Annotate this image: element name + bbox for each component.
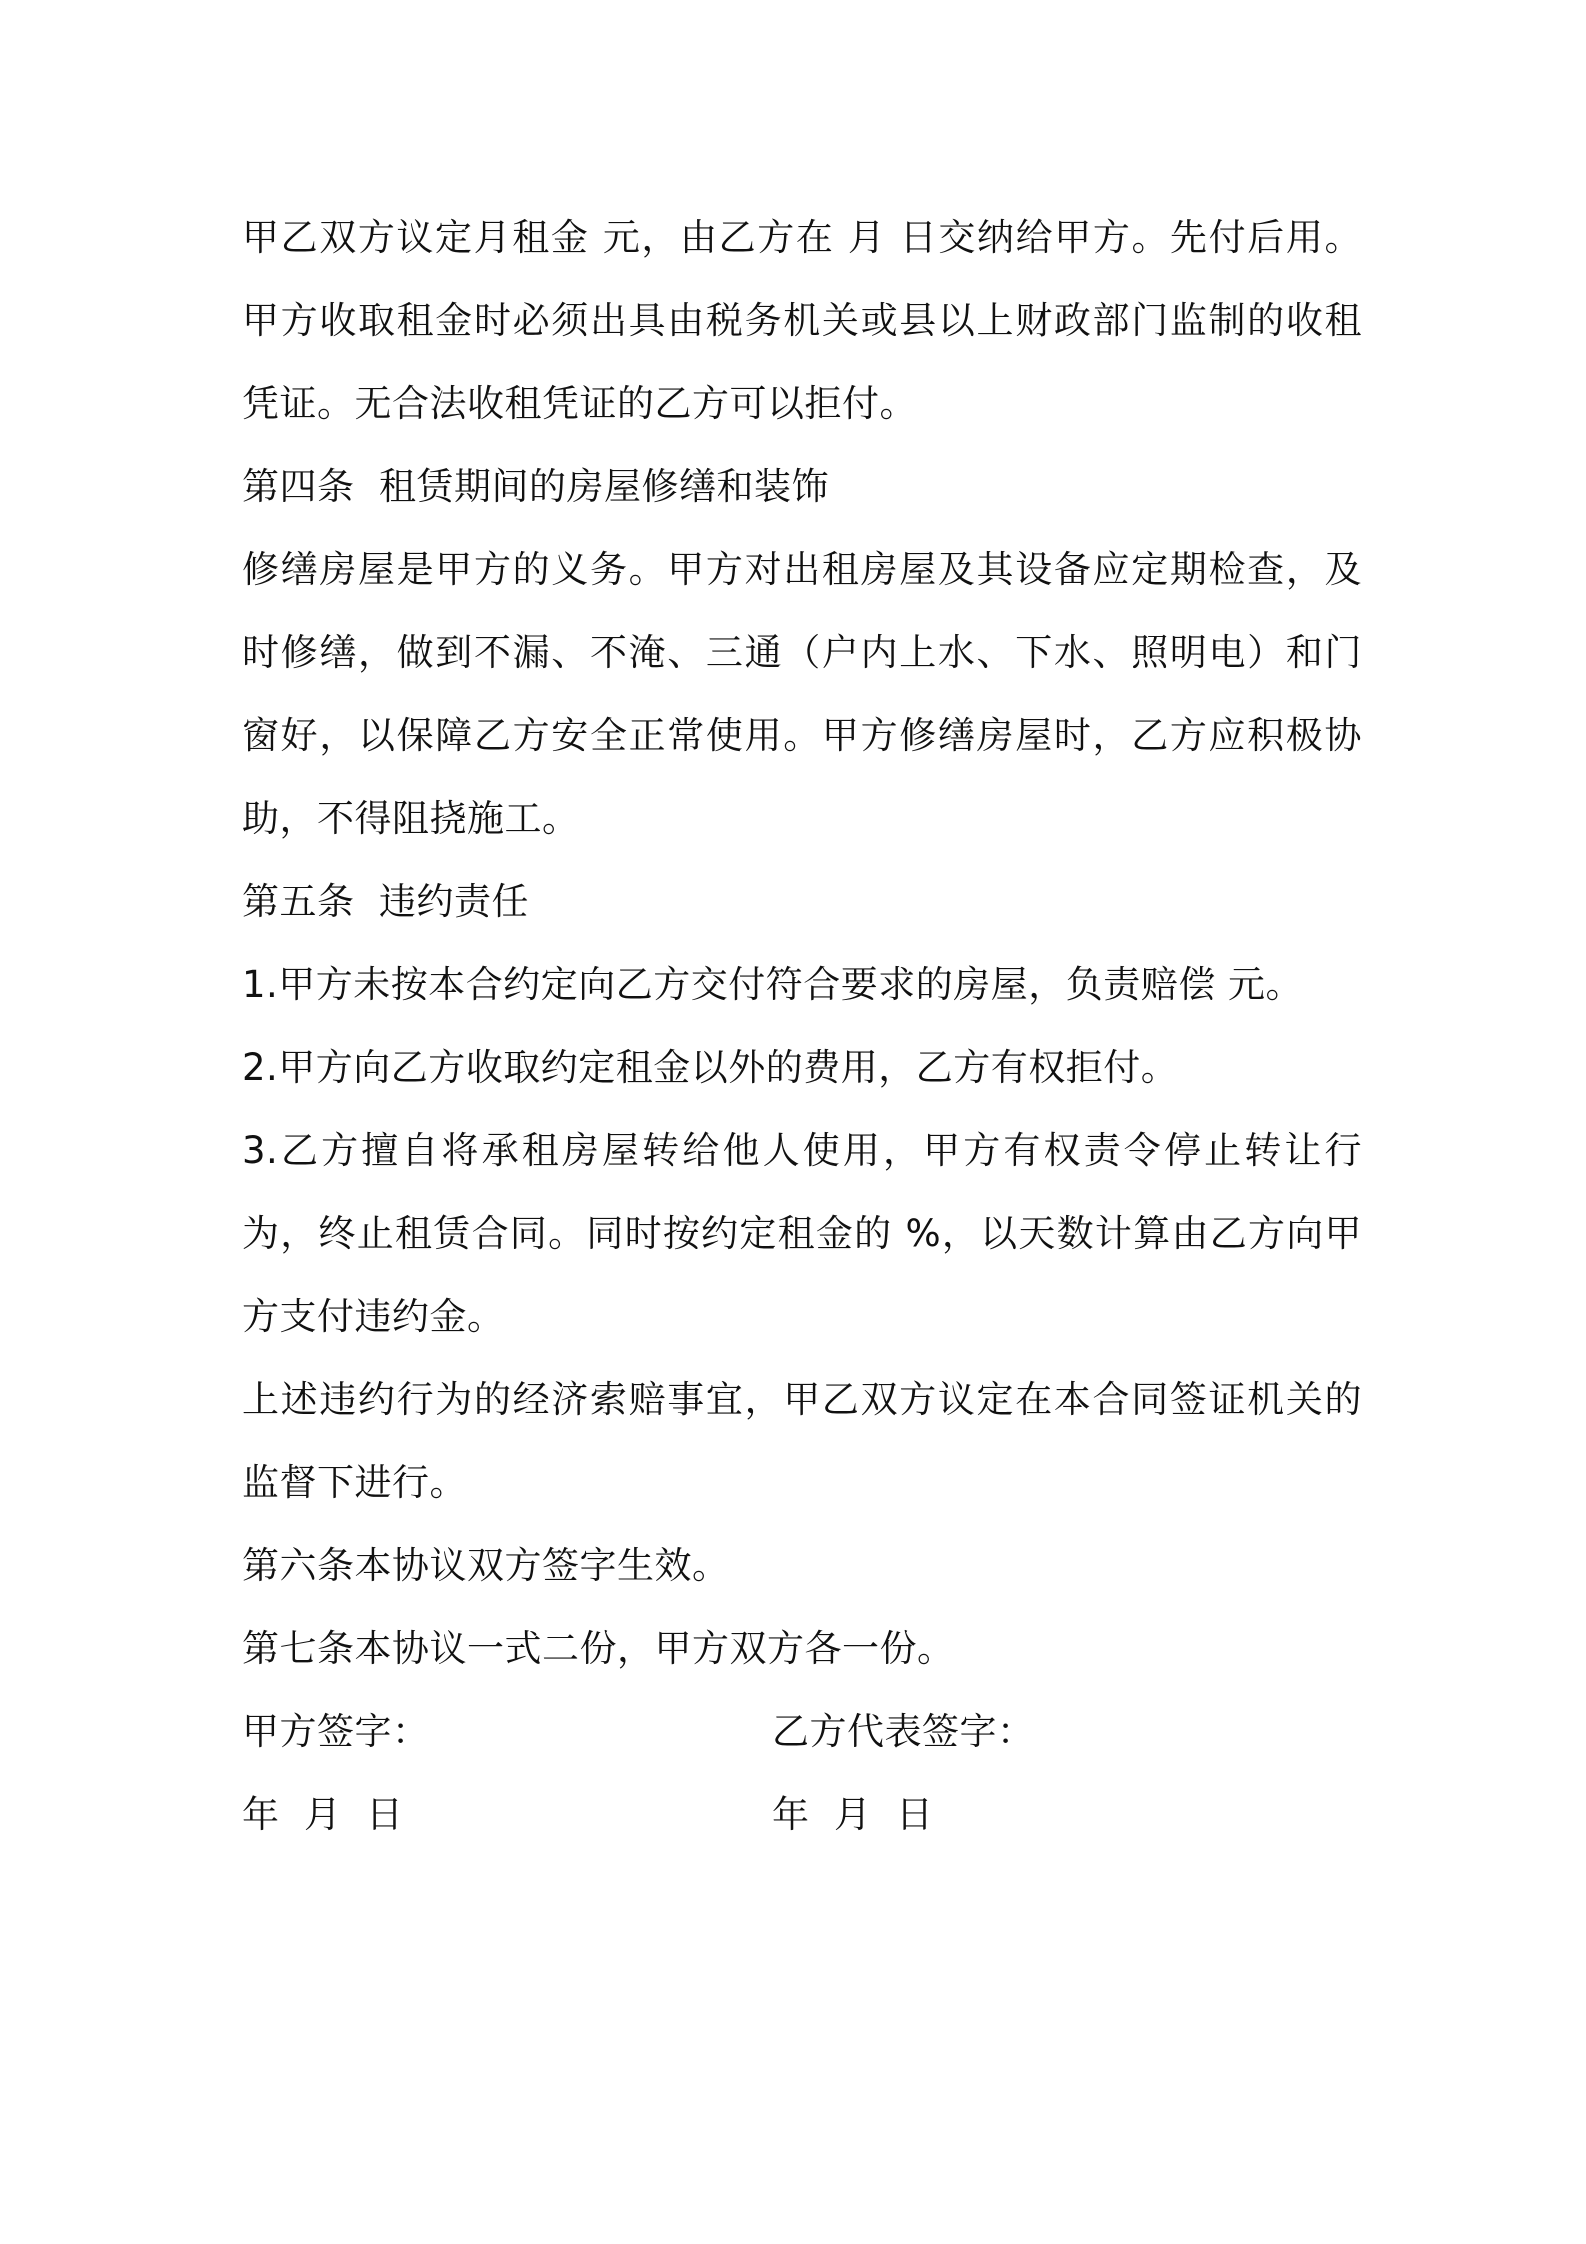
article-5-supervision: 上述违约行为的经济索赔事宜，甲乙双方议定在本合同签证机关的监督下进行。 <box>242 1378 1362 1504</box>
article-5-item-1: 1.甲方未按本合约定向乙方交付符合要求的房屋，负责赔偿 元。 <box>242 963 1304 1006</box>
contract-body <box>242 196 1362 1856</box>
article-5-heading: 第五条 违约责任 <box>242 880 530 923</box>
party-a-signature-label: 甲方签字： <box>242 1710 430 1753</box>
article-6: 第六条本协议双方签字生效。 <box>242 1544 730 1587</box>
signature-row <box>242 1690 1362 1773</box>
party-a-date: 年 月 日 <box>242 1793 404 1836</box>
article-7: 第七条本协议一式二份，甲方双方各一份。 <box>242 1627 955 1670</box>
article-5-item-3: 3.乙方擅自将承租房屋转给他人使用，甲方有权责令停止转让行为，终止租赁合同。同时按约定租金的 %，以天数计算由乙方向甲方支付违约金。 <box>242 1129 1362 1338</box>
date-row <box>242 1773 1362 1856</box>
rent-payment-paragraph: 甲乙双方议定月租金 元，由乙方在 月 日交纳给甲方。先付后用。甲方收取租金时必须出具由税务机关或县以上财政部门监制的收租凭证。无合法收租凭证的乙方可以拒付。 <box>242 216 1362 425</box>
article-4-heading: 第四条 租赁期间的房屋修缮和装饰 <box>242 465 830 508</box>
party-b-signature-label: 乙方代表签字： <box>772 1710 1035 1753</box>
article-5-item-2: 2.甲方向乙方收取约定租金以外的费用，乙方有权拒付。 <box>242 1046 1179 1089</box>
party-b-date: 年 月 日 <box>772 1793 934 1836</box>
article-4-body: 修缮房屋是甲方的义务。甲方对出租房屋及其设备应定期检查，及时修缮，做到不漏、不淹、三通（户内上水、下水、照明电）和门窗好，以保障乙方安全正常使用。甲方修缮房屋时，乙方应积极协助，不得阻挠施工。 <box>242 548 1362 840</box>
